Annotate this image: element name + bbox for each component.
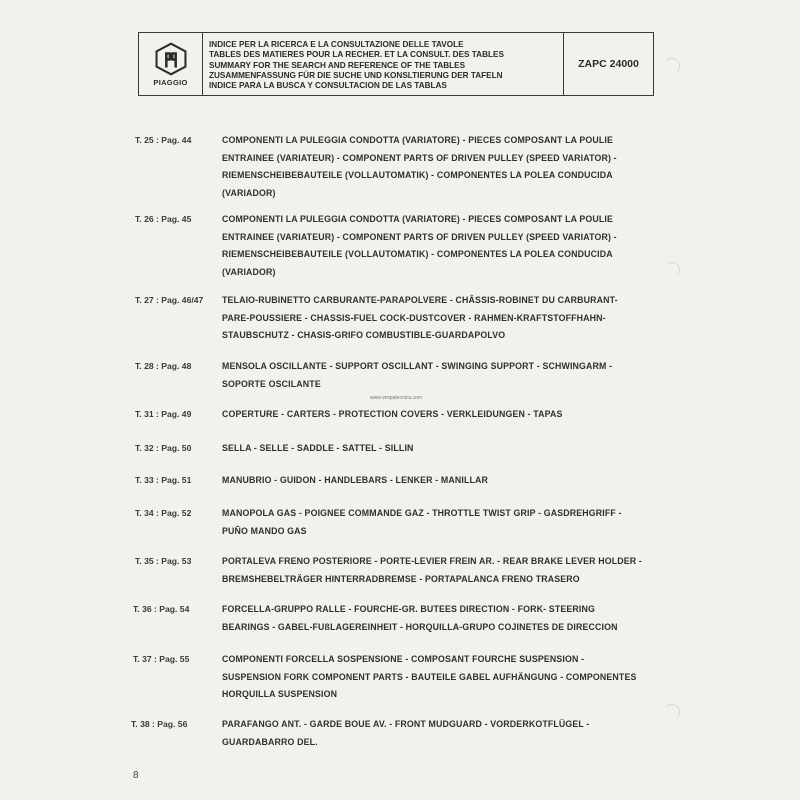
header-titles [203,33,564,95]
punch-hole-mark [664,58,680,74]
page-number: 8 [133,770,139,781]
entry-description: MANOPOLA GAS - POIGNEE COMMANDE GAZ - THROTTLE TWIST GRIP - GASDREHGRIFF - PUÑO MANDO GAS [222,508,622,536]
watermark: www.vespatecnica.com [370,395,422,401]
entry-description: MANUBRIO - GUIDON - HANDLEBARS - LENKER - MANILLAR [222,475,489,485]
entry-description: PARAFANGO ANT. - GARDE BOUE AV. - FRONT MUDGUARD - VORDERKOTFLÜGEL - GUARDABARRO DEL. [222,719,590,747]
header-title-line: ZUSAMMENFASSUNG FÜR DIE SUCHE UND KONSLTIERUNG DER TAFELN [209,70,503,80]
header-title-line: SUMMARY FOR THE SEARCH AND REFERENCE OF THE TABLES [209,60,466,70]
logo [139,33,203,95]
header-title-line: INDICE PER LA RICERCA E LA CONSULTAZIONE DELLE TAVOLE [209,40,464,49]
entry-reference: T. 28 : Pag. 48 [135,361,192,371]
header-title-line: TABLES DES MATIERES POUR LA RECHER. ET LA CONSULT. DES TABLES [209,50,504,60]
entry-description: MENSOLA OSCILLANTE - SUPPORT OSCILLANT - SWINGING SUPPORT - SCHWINGARM - SOPORTE OSCILANTE [222,361,613,389]
header-title-line: INDICE PARA LA BUSCA Y CONSULTACION DE LAS TABLAS [209,81,447,91]
piaggio-logo-icon [154,42,188,76]
entry-description: SELLA - SELLE - SADDLE - SATTEL - SILLIN [222,443,414,453]
punch-hole-mark [664,262,680,278]
entry-description: COMPONENTI LA PULEGGIA CONDOTTA (VARIATORE) - PIECES COMPOSANT LA POULIE ENTRAINEE (VARIATEUR) - COMPONENT PARTS OF DRIVEN PULLEY (SPEED VARIATOR) - RIEMENSCHEIBEBAUTEILE (VOLLAUTOMATIK) - COMPONENTES LA POLEA CONDUCIDA (VARIADOR) [222,214,617,277]
entry-reference: T. 26 : Pag. 45 [135,214,192,224]
header-box [138,32,654,96]
entry-reference: T. 38 : Pag. 56 [131,719,188,729]
entry-reference: T. 32 : Pag. 50 [135,443,192,453]
entry-reference: T. 33 : Pag. 51 [135,475,192,485]
entry-description: FORCELLA-GRUPPO RALLE - FOURCHE-GR. BUTEES DIRECTION - FORK- STEERING BEARINGS - GABEL-FUßLAGEREINHEIT - HORQUILLA-GRUPO COJINETES DE DIRECCION [222,604,618,632]
entry-description: PORTALEVA FRENO POSTERIORE - PORTE-LEVIER FREIN AR. - REAR BRAKE LEVER HOLDER - BREMSHEBELTRÄGER HINTERRADBREMSE - PORTAPALANCA FRENO TRASERO [222,556,642,584]
logo-text: PIAGGIO [153,77,188,87]
entry-reference: T. 27 : Pag. 46/47 [135,295,204,305]
entry-description: COMPONENTI LA PULEGGIA CONDOTTA (VARIATORE) - PIECES COMPOSANT LA POULIE ENTRAINEE (VARIATEUR) - COMPONENT PARTS OF DRIVEN PULLEY (SPEED VARIATOR) - RIEMENSCHEIBEBAUTEILE (VOLLAUTOMATIK) - COMPONENTES LA POLEA CONDUCIDA (VARIADOR) [222,135,617,198]
entry-description: COPERTURE - CARTERS - PROTECTION COVERS - VERKLEIDUNGEN - TAPAS [222,409,563,419]
entry-reference: T. 36 : Pag. 54 [133,604,190,614]
entry-reference: T. 35 : Pag. 53 [135,556,192,566]
entry-description: COMPONENTI FORCELLA SOSPENSIONE - COMPOSANT FOURCHE SUSPENSION - SUSPENSION FORK COMPONENT PARTS - BAUTEILE GABEL AUFHÄNGUNG - COMPONENTES HORQUILLA SUSPENSION [222,654,637,699]
entry-reference: T. 34 : Pag. 52 [135,508,192,518]
document-code: ZAPC 24000 [578,58,639,70]
punch-hole-mark [664,704,680,720]
entry-reference: T. 37 : Pag. 55 [133,654,190,664]
entry-reference: T. 31 : Pag. 49 [135,409,192,419]
entry-description: TELAIO-RUBINETTO CARBURANTE-PARAPOLVERE - CHÂSSIS-ROBINET DU CARBURANT-PARE-POUSSIERE - CHASSIS-FUEL COCK-DUSTCOVER - RAHMEN-KRAFTSTOFFHAHN-STAUBSCHUTZ - CHASIS-GRIFO COMBUSTIBLE-GUARDAPOLVO [222,295,618,340]
entry-reference: T. 25 : Pag. 44 [135,135,192,145]
